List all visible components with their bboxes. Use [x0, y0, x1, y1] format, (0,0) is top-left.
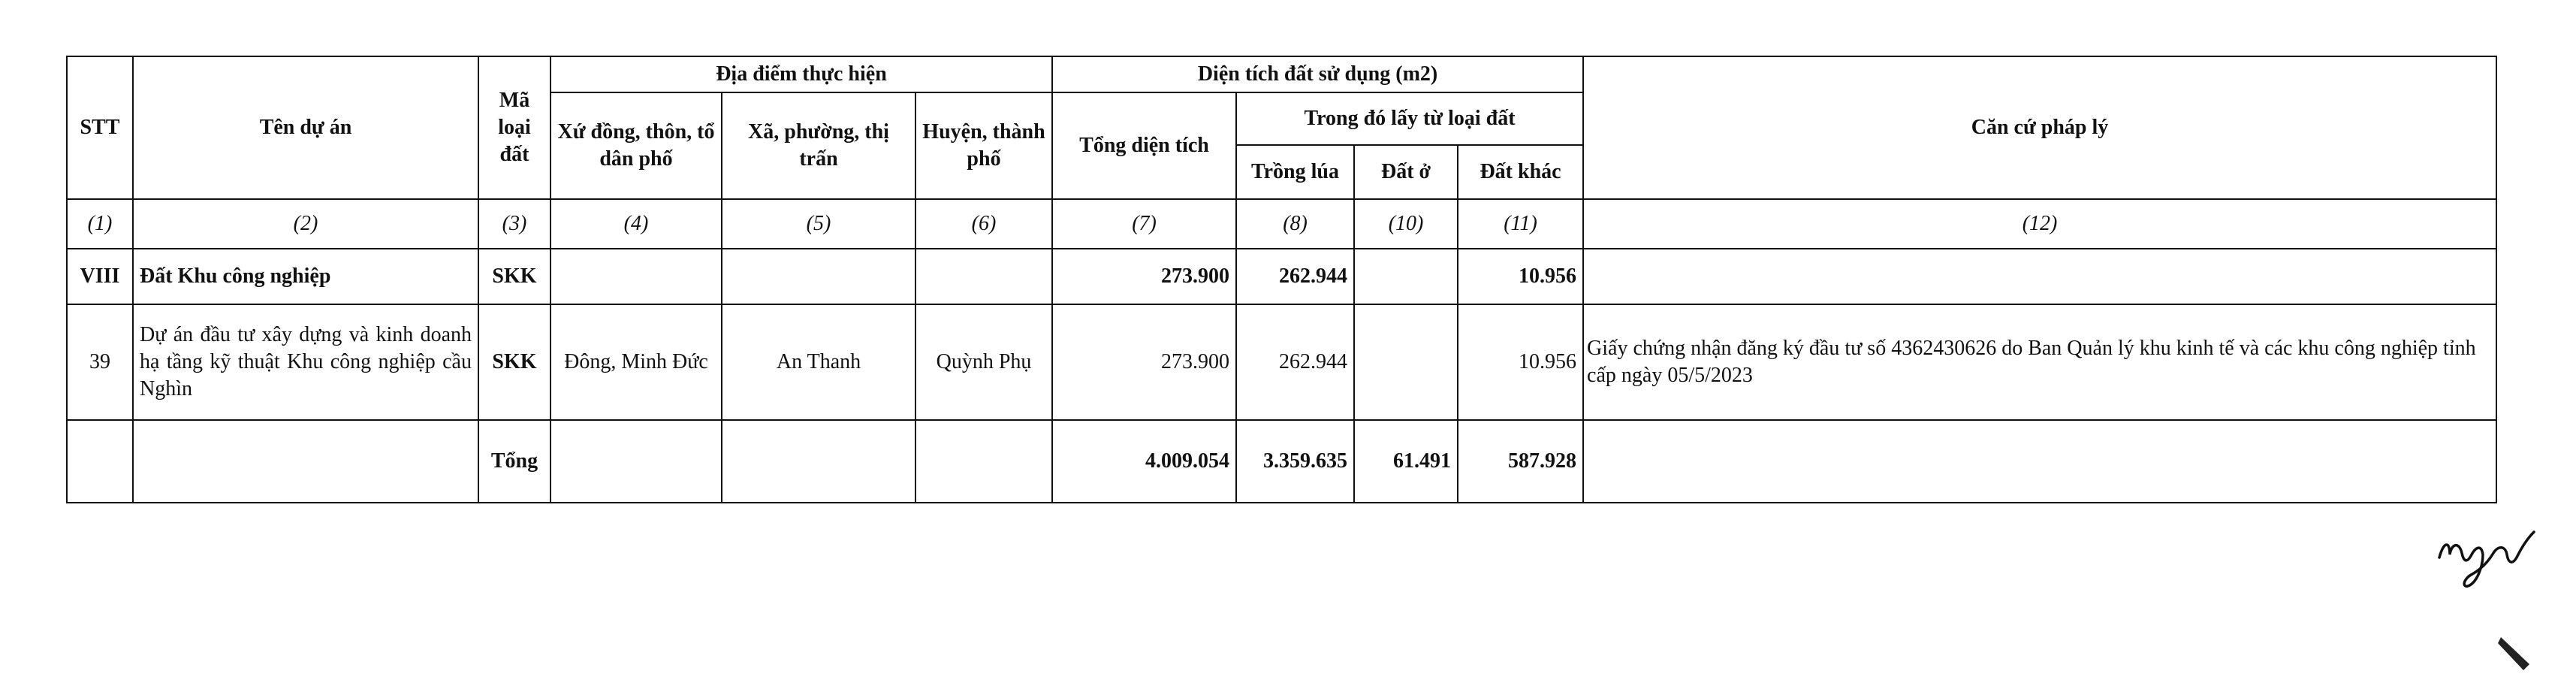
cell-huyen	[915, 420, 1052, 503]
cell-stt: VIII	[67, 249, 133, 304]
cell-dat-khac: 10.956	[1458, 249, 1583, 304]
cell-ten-du-an: Dự án đầu tư xây dựng và kinh doanh hạ tầng kỹ thuật Khu công nghiệp cầu Nghìn	[133, 304, 478, 420]
column-number: (2)	[133, 199, 478, 249]
cell-xa-phuong: An Thanh	[722, 304, 915, 420]
column-number: (11)	[1458, 199, 1583, 249]
cell-ma-loai-dat: SKK	[478, 249, 550, 304]
cell-stt	[67, 420, 133, 503]
cell-tong-dien-tich: 273.900	[1052, 304, 1236, 420]
column-number-row	[67, 199, 2496, 249]
header-dia-diem: Địa điểm thực hiện	[550, 56, 1052, 92]
cell-ten-du-an: Đất Khu công nghiệp	[133, 249, 478, 304]
column-number: (1)	[67, 199, 133, 249]
total-label: Tổng	[478, 420, 550, 503]
header-dien-tich: Diện tích đất sử dụng (m2)	[1052, 56, 1583, 92]
cell-xa-phuong	[722, 420, 915, 503]
header-trong-do: Trong đó lấy từ loại đất	[1236, 92, 1583, 145]
cell-xa-phuong	[722, 249, 915, 304]
cell-xu-dong	[550, 420, 722, 503]
header-ten-du-an: Tên dự án	[133, 56, 478, 199]
table-row	[67, 249, 2496, 304]
cell-dat-khac: 10.956	[1458, 304, 1583, 420]
scan-mark	[2493, 631, 2538, 676]
column-number: (5)	[722, 199, 915, 249]
cell-can-cu: Giấy chứng nhận đăng ký đầu tư số 4362430626 do Ban Quản lý khu kinh tế và các khu công nghiệp tỉnh cấp ngày 05/5/2023	[1583, 304, 2496, 420]
header-stt: STT	[67, 56, 133, 199]
column-number: (10)	[1354, 199, 1458, 249]
handwritten-signature	[2433, 511, 2538, 594]
cell-xu-dong	[550, 249, 722, 304]
cell-ten-du-an	[133, 420, 478, 503]
header-xa-phuong: Xã, phường, thị trấn	[722, 92, 915, 199]
cell-stt: 39	[67, 304, 133, 420]
cell-huyen	[915, 249, 1052, 304]
total-dat-o: 61.491	[1354, 420, 1458, 503]
cell-can-cu	[1583, 420, 2496, 503]
total-trong-lua: 3.359.635	[1236, 420, 1354, 503]
header-trong-lua: Trồng lúa	[1236, 145, 1354, 199]
header-huyen: Huyện, thành phố	[915, 92, 1052, 199]
header-dat-khac: Đất khác	[1458, 145, 1583, 199]
cell-dat-o	[1354, 249, 1458, 304]
cell-tong-dien-tich: 273.900	[1052, 249, 1236, 304]
cell-huyen: Quỳnh Phụ	[915, 304, 1052, 420]
total-row	[67, 420, 2496, 503]
cell-trong-lua: 262.944	[1236, 304, 1354, 420]
cell-ma-loai-dat: SKK	[478, 304, 550, 420]
header-xu-dong: Xứ đồng, thôn, tổ dân phố	[550, 92, 722, 199]
land-use-table	[66, 56, 2497, 503]
header-dat-o: Đất ở	[1354, 145, 1458, 199]
total-dat-khac: 587.928	[1458, 420, 1583, 503]
total-tong-dien-tich: 4.009.054	[1052, 420, 1236, 503]
column-number: (7)	[1052, 199, 1236, 249]
table-row	[67, 304, 2496, 420]
column-number: (4)	[550, 199, 722, 249]
column-number: (6)	[915, 199, 1052, 249]
column-number: (3)	[478, 199, 550, 249]
cell-dat-o	[1354, 304, 1458, 420]
header-tong-dien-tich: Tổng diện tích	[1052, 92, 1236, 199]
cell-can-cu	[1583, 249, 2496, 304]
cell-trong-lua: 262.944	[1236, 249, 1354, 304]
column-number: (12)	[1583, 199, 2496, 249]
column-number: (8)	[1236, 199, 1354, 249]
header-ma-loai-dat: Mã loại đất	[478, 56, 550, 199]
header-can-cu: Căn cứ pháp lý	[1583, 56, 2496, 199]
cell-xu-dong: Đông, Minh Đức	[550, 304, 722, 420]
